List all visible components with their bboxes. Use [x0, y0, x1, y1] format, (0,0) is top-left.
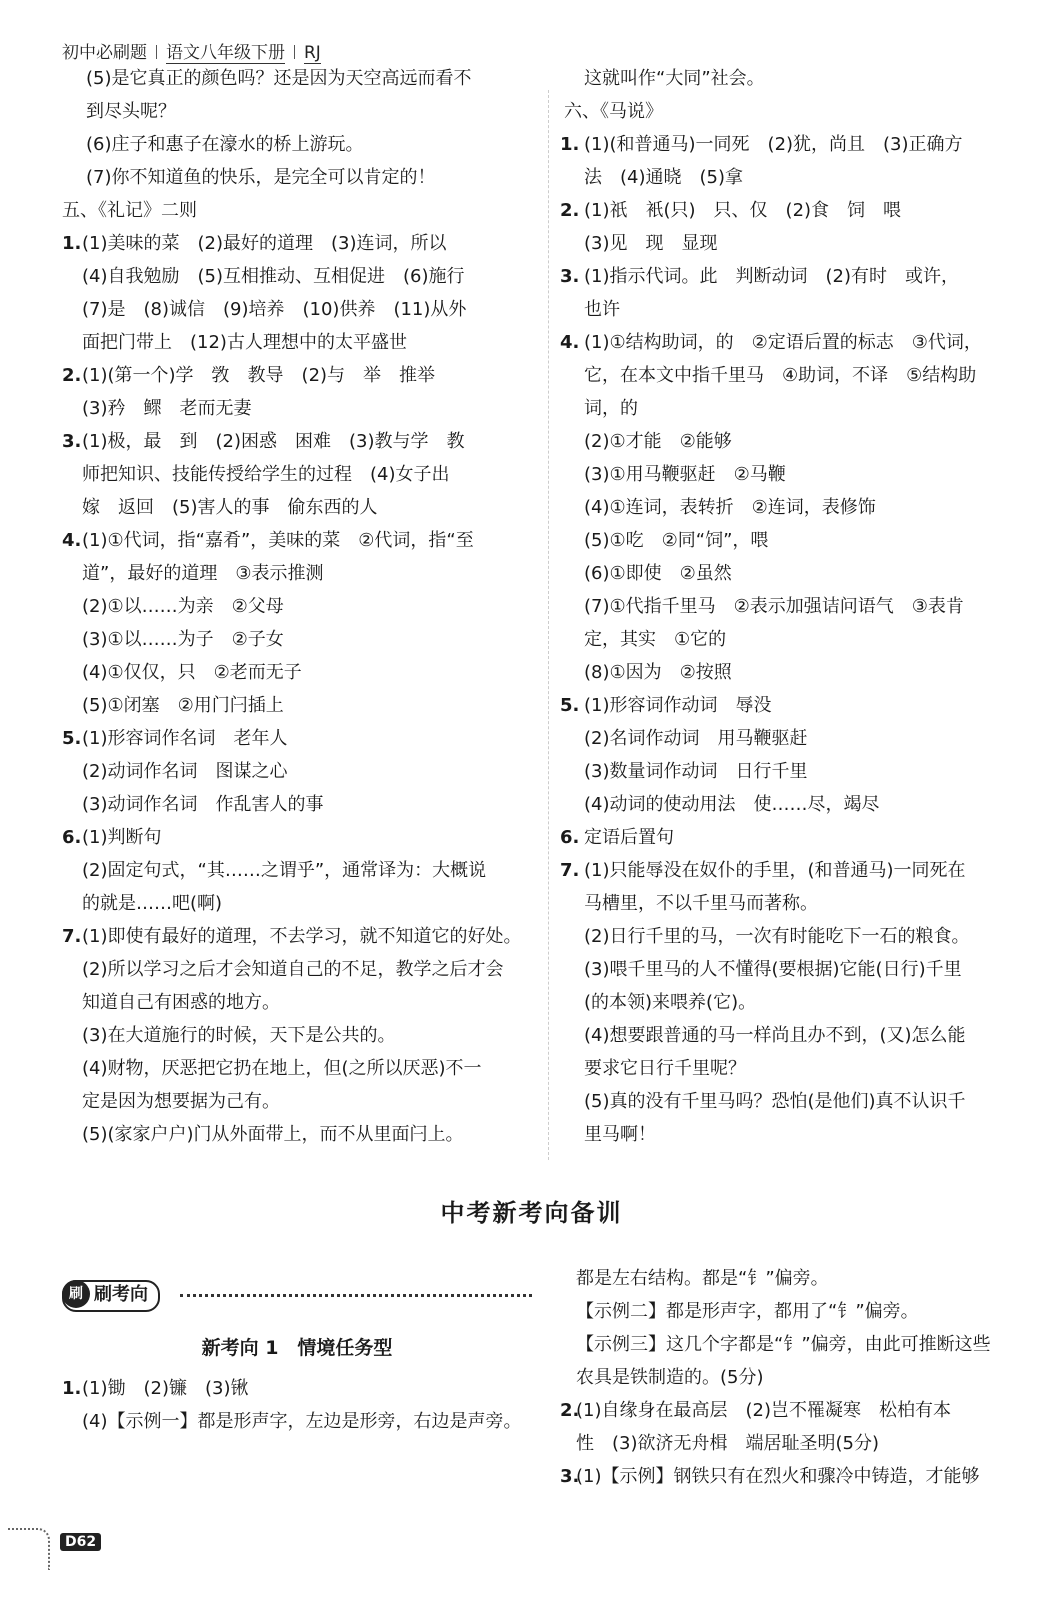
answer-text: (1)祇 衹(只) 只、仅 (2)食 饲 喂	[584, 200, 902, 221]
dotted-rule	[180, 1294, 532, 1297]
answer-text: (7)①代指千里马 ②表示加强诘问语气 ③表肯	[584, 596, 964, 617]
answer-line	[560, 1052, 1030, 1085]
answer-text: (的本领)来喂养(它)。	[584, 992, 757, 1013]
answer-line	[62, 590, 540, 623]
answer-line	[560, 161, 1030, 194]
answer-text: (1)自缘身在最高层 (2)岂不罹凝寒 松柏有本	[576, 1400, 951, 1421]
answer-text: 知道自己有困惑的地方。	[82, 992, 280, 1013]
answer-line	[560, 1394, 1030, 1427]
answer-line	[560, 128, 1030, 161]
question-number: 7.	[62, 926, 82, 947]
header-divider	[294, 45, 295, 59]
answer-text: (3)①以……为子 ②子女	[82, 629, 284, 650]
corner-decoration	[8, 1528, 50, 1570]
answer-line	[62, 227, 540, 260]
answer-text: (2)固定句式，“其……之谓乎”，通常译为：大概说	[82, 860, 487, 881]
answer-text: (1)锄 (2)镰 (3)锹	[82, 1378, 249, 1399]
answer-text: (1)形容词作动词 辱没	[584, 695, 772, 716]
column-divider	[548, 90, 549, 1160]
answer-line	[560, 689, 1030, 722]
answer-line	[560, 854, 1030, 887]
question-number: 6.	[560, 827, 580, 848]
answer-text: (5)真的没有千里马吗？恐怕(是他们)真不认识千	[584, 1091, 966, 1112]
answer-text: (2)①才能 ②能够	[584, 431, 732, 452]
answer-line	[62, 557, 540, 590]
section-title: 中考新考向备训	[440, 1199, 623, 1227]
answer-text: 这就叫作“大同”社会。	[584, 68, 765, 89]
answer-line	[560, 491, 1030, 524]
answer-line	[560, 1427, 1030, 1460]
page-header	[62, 38, 321, 63]
answer-text: 里马啊！	[584, 1124, 656, 1145]
answer-line	[62, 623, 540, 656]
answer-text: 定语后置句	[584, 827, 674, 848]
answer-text: (4)想要跟普通的马一样尚且办不到，(又)怎么能	[584, 1025, 966, 1046]
answer-line	[62, 755, 540, 788]
answer-line	[62, 920, 540, 953]
answer-line	[62, 128, 540, 161]
answer-line	[62, 1405, 540, 1438]
section-badge	[62, 1280, 160, 1312]
answer-line	[62, 1118, 540, 1151]
answer-text: (2)①以……为亲 ②父母	[82, 596, 284, 617]
answer-line	[62, 524, 540, 557]
edition-label: RJ	[304, 43, 321, 63]
answer-text: (4)①仅仅，只 ②老而无子	[82, 662, 302, 683]
answer-text: (1)判断句	[82, 827, 162, 848]
answer-text: (5)(家家户户)门从外面带上，而不从里面闩上。	[82, 1124, 464, 1145]
sub-section-title: 新考向 1 情境任务型	[201, 1337, 393, 1359]
answer-line	[560, 755, 1030, 788]
answer-text: (5)是它真正的颜色吗？还是因为天空高远而看不	[86, 68, 472, 89]
header-divider	[156, 45, 157, 59]
answer-text: 【示例二】都是形声字，都用了“钅”偏旁。	[576, 1301, 919, 1322]
answer-text: (5)①吃 ②同“饲”，喂	[584, 530, 769, 551]
answer-line	[62, 986, 540, 1019]
answer-text: (1)指示代词。此 判断动词 (2)有时 或许，	[584, 266, 959, 287]
answer-line	[560, 392, 1030, 425]
answer-line	[560, 623, 1030, 656]
answer-text: 要求它日行千里呢？	[584, 1058, 746, 1079]
answer-line	[62, 95, 540, 128]
answer-text: 的就是……吧(啊)	[82, 893, 223, 914]
watermark-logo	[860, 1520, 1050, 1590]
answer-line	[560, 1460, 1030, 1493]
section-badge-row	[62, 1280, 532, 1310]
answer-line	[62, 1085, 540, 1118]
answer-line	[560, 1328, 1030, 1361]
answer-text: 马槽里，不以千里马而著称。	[584, 893, 818, 914]
answer-text: (1)只能辱没在奴仆的手里，(和普通马)一同死在	[584, 860, 966, 881]
answer-line	[62, 491, 540, 524]
answer-line	[560, 788, 1030, 821]
answer-line	[560, 986, 1030, 1019]
answer-column-right-2	[560, 1262, 1030, 1493]
answer-line	[62, 1019, 540, 1052]
answer-line	[62, 656, 540, 689]
answer-line	[62, 326, 540, 359]
answer-line	[560, 722, 1030, 755]
answer-text: (5)①闭塞 ②用门闩插上	[82, 695, 284, 716]
answer-text: 嫁 返回 (5)害人的事 偷东西的人	[82, 497, 378, 518]
answer-line	[560, 95, 1030, 128]
answer-text: (8)①因为 ②按照	[584, 662, 732, 683]
answer-line	[560, 458, 1030, 491]
book-name: 初中必刷题	[62, 43, 147, 63]
answer-line	[62, 887, 540, 920]
answer-line	[62, 359, 540, 392]
answer-text: 【示例三】这几个字都是“钅”偏旁，由此可推断这些	[576, 1334, 991, 1355]
question-number: 5.	[62, 728, 82, 749]
answer-line	[560, 1295, 1030, 1328]
answer-text: 农具是铁制造的。(5分)	[576, 1367, 764, 1388]
answer-text: 词，的	[584, 398, 638, 419]
answer-column-left	[62, 62, 540, 1151]
answer-text: 六、《马说》	[564, 101, 663, 122]
answer-line	[62, 458, 540, 491]
answer-text: (1)美味的菜 (2)最好的道理 (3)连词，所以	[82, 233, 447, 254]
answer-text: (2)日行千里的马，一次有时能吃下一石的粮食。	[584, 926, 970, 947]
answer-text: (1)【示例】钢铁只有在烈火和骤冷中铸造，才能够	[576, 1466, 980, 1487]
answer-text: 面把门带上 (12)古人理想中的太平盛世	[82, 332, 407, 353]
question-number: 5.	[560, 695, 580, 716]
answer-text: (7)你不知道鱼的快乐，是完全可以肯定的！	[86, 167, 436, 188]
answer-line	[560, 293, 1030, 326]
answer-column-right	[560, 62, 1030, 1151]
question-number: 2.	[560, 1400, 580, 1421]
answer-line	[560, 1361, 1030, 1394]
answer-text: (3)喂千里马的人不懂得(要根据)它能(日行)千里	[584, 959, 962, 980]
answer-line	[62, 953, 540, 986]
answer-text: (6)①即使 ②虽然	[584, 563, 732, 584]
question-number: 1.	[560, 134, 580, 155]
answer-line	[560, 821, 1030, 854]
answer-line	[62, 1372, 540, 1405]
question-number: 4.	[62, 530, 82, 551]
answer-line	[560, 359, 1030, 392]
answer-text: (2)动词作名词 图谋之心	[82, 761, 288, 782]
answer-text: (1)形容词作名词 老年人	[82, 728, 288, 749]
answer-line	[560, 887, 1030, 920]
answer-text: 道”，最好的道理 ③表示推测	[82, 563, 324, 584]
answer-line	[560, 557, 1030, 590]
answer-line	[62, 260, 540, 293]
brush-icon: 刷	[62, 1280, 90, 1308]
answer-text: 性 (3)欲济无舟楫 端居耻圣明(5分)	[576, 1433, 879, 1454]
question-number: 7.	[560, 860, 580, 881]
question-number: 1.	[62, 1378, 82, 1399]
answer-line	[62, 62, 540, 95]
answer-text: (2)名词作动词 用马鞭驱赶	[584, 728, 808, 749]
question-number: 3.	[560, 266, 580, 287]
answer-line	[62, 293, 540, 326]
answer-line	[62, 821, 540, 854]
answer-line	[560, 1118, 1030, 1151]
answer-text: (3)动词作名词 作乱害人的事	[82, 794, 324, 815]
answer-text: (4)①连词，表转折 ②连词，表修饰	[584, 497, 876, 518]
answer-line	[560, 953, 1030, 986]
question-number: 3.	[62, 431, 82, 452]
answer-text: (3)在大道施行的时候，天下是公共的。	[82, 1025, 396, 1046]
answer-line	[560, 62, 1030, 95]
subject-name: 语文八年级下册	[166, 43, 285, 63]
answer-line	[62, 722, 540, 755]
answer-line	[560, 920, 1030, 953]
answer-line	[560, 656, 1030, 689]
answer-line	[62, 788, 540, 821]
answer-text: 都是左右结构。都是“钅”偏旁。	[576, 1268, 829, 1289]
question-number: 2.	[560, 200, 580, 221]
answer-text: (3)①用马鞭驱赶 ②马鞭	[584, 464, 786, 485]
answer-line	[560, 1085, 1030, 1118]
answer-text: 师把知识、技能传授给学生的过程 (4)女子出	[82, 464, 450, 485]
answer-text: (3)数量词作动词 日行千里	[584, 761, 808, 782]
answer-line	[62, 392, 540, 425]
answer-text: 到尽头呢？	[86, 101, 176, 122]
answer-text: 它，在本文中指千里马 ④助词，不译 ⑤结构助	[584, 365, 977, 386]
answer-text: (3)矜 鳏 老而无妻	[82, 398, 252, 419]
answer-text: (4)自我勉励 (5)互相推动、互相促进 (6)施行	[82, 266, 465, 287]
answer-text: 定，其实 ①它的	[584, 629, 727, 650]
answer-line	[62, 194, 540, 227]
answer-line	[62, 161, 540, 194]
answer-column-left-2	[62, 1372, 540, 1438]
answer-text: 法 (4)通晓 (5)拿	[584, 167, 743, 188]
answer-line	[560, 425, 1030, 458]
question-number: 4.	[560, 332, 580, 353]
question-number: 3.	[560, 1466, 580, 1487]
answer-text: (7)是 (8)诚信 (9)培养 (10)供养 (11)从外	[82, 299, 467, 320]
answer-text: (2)所以学习之后才会知道自己的不足，教学之后才会	[82, 959, 504, 980]
question-number: 1.	[62, 233, 82, 254]
answer-text: (1)①代词，指“嘉肴”，美味的菜 ②代词，指“至	[82, 530, 474, 551]
answer-line	[560, 524, 1030, 557]
answer-text: (1)①结构助词，的 ②定语后置的标志 ③代词，	[584, 332, 982, 353]
answer-text: 也许	[584, 299, 620, 320]
answer-line	[560, 260, 1030, 293]
answer-text: 五、《礼记》二则	[62, 200, 197, 221]
question-number: 2.	[62, 365, 82, 386]
answer-line	[62, 1052, 540, 1085]
answer-line	[560, 1019, 1030, 1052]
answer-line	[560, 590, 1030, 623]
answer-text: (1)即使有最好的道理，不去学习，就不知道它的好处。	[82, 926, 522, 947]
answer-text: (1)(和普通马)一同死 (2)犹，尚且 (3)正确方	[584, 134, 963, 155]
answer-line	[560, 1262, 1030, 1295]
answer-line	[62, 425, 540, 458]
answer-text: (1)极，最 到 (2)困惑 困难 (3)教与学 教	[82, 431, 465, 452]
answer-text: (4)财物，厌恶把它扔在地上，但(之所以厌恶)不一	[82, 1058, 482, 1079]
answer-text: (3)见 现 显现	[584, 233, 718, 254]
answer-text: (4)动词的使动用法 使……尽，竭尽	[584, 794, 880, 815]
answer-text: 定是因为想要据为己有。	[82, 1091, 280, 1112]
answer-line	[62, 854, 540, 887]
answer-text: (6)庄子和惠子在濠水的桥上游玩。	[86, 134, 364, 155]
answer-line	[560, 227, 1030, 260]
badge-label: 刷考向	[94, 1284, 148, 1305]
answer-line	[62, 689, 540, 722]
page-number: D62	[60, 1533, 101, 1551]
answer-text: (1)(第一个)学 敩 教导 (2)与 举 推举	[82, 365, 436, 386]
answer-text: (4)【示例一】都是形声字，左边是形旁，右边是声旁。	[82, 1411, 522, 1432]
question-number: 6.	[62, 827, 82, 848]
answer-line	[560, 326, 1030, 359]
answer-line	[560, 194, 1030, 227]
